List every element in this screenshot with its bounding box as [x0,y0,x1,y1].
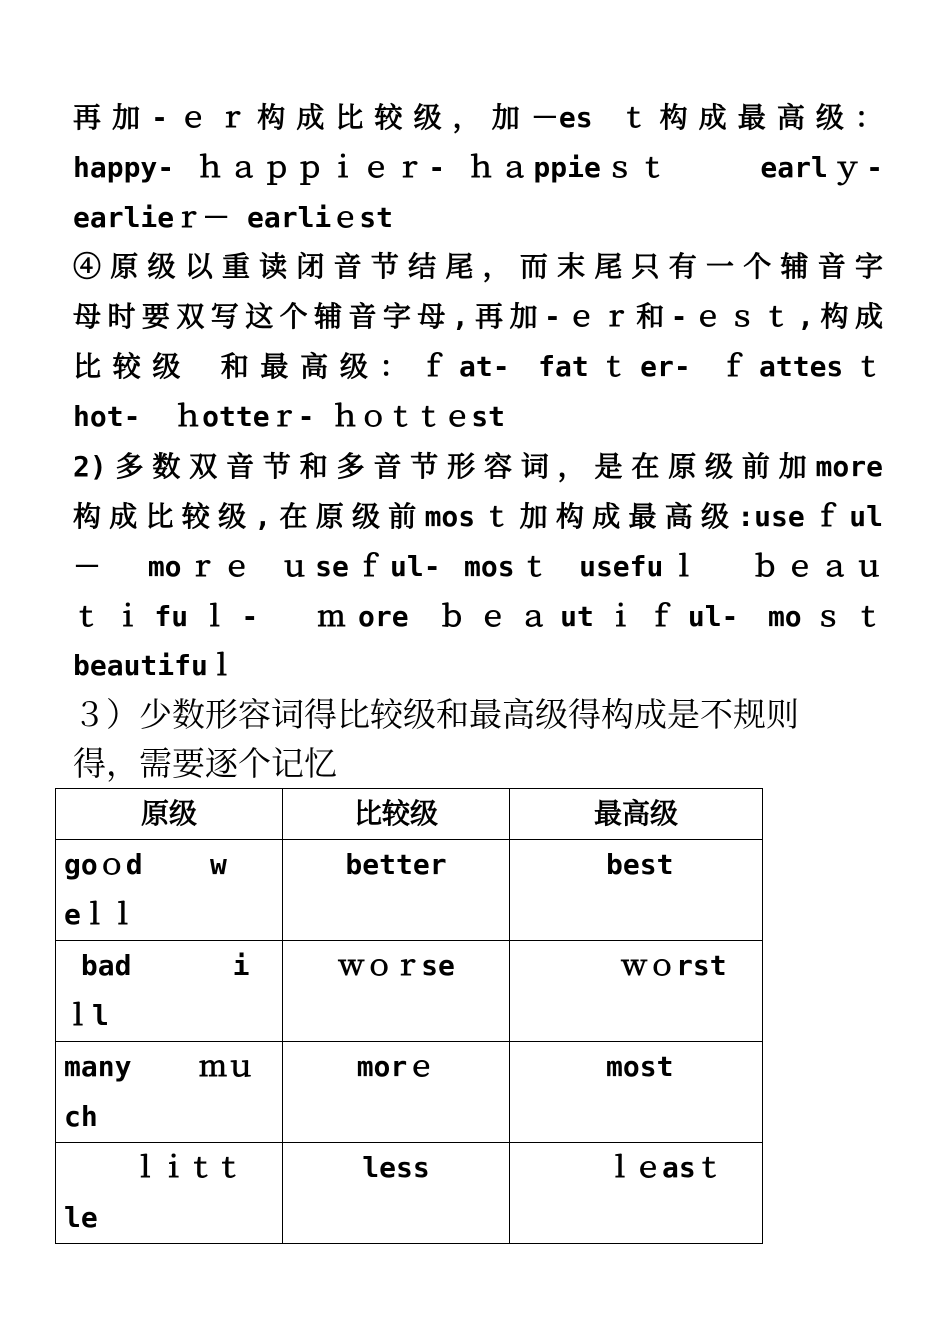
text-line: ④原级以重读闭音节结尾，而末尾只有一个辅音字 [73,250,883,283]
superlative-cell [510,1042,763,1143]
base-line: eｌｌ [64,898,137,931]
superlative-value: ｗｏrst [620,949,727,982]
table-row [56,941,763,1042]
text-line: 2)多数双音节和多音节形容词，是在原级前加more [73,450,883,483]
text-line: happy- ｈａｐｐｉｅｒ- ｈａppieｓｔ earlｙ- [73,151,883,184]
superlative-value: ｌｅasｔ [606,1151,724,1184]
base-line: ｌl [64,999,109,1032]
text-line: hot- ｈotteｒ- ｈｏｔｔｅst [73,400,506,433]
comparative-value: better [345,848,447,881]
comparative-value: morｅ [356,1050,436,1083]
superlative-value: most [606,1050,674,1083]
text-line: 比较级 和最高级：ｆat- fatｔer- ｆattesｔ [73,350,883,383]
comparison-table [55,788,763,1244]
base-cell [56,1042,283,1143]
comparative-cell [283,840,510,941]
text-line: － moｒｅ ｕseｆul- mosｔ usefuｌ ｂｅａｕ [73,550,883,583]
base-cell [56,840,283,941]
text-line: ｔｉfuｌ- ｍore ｂｅａutｉｆul- moｓｔ [73,600,883,633]
header-comparative: 比较级 [283,789,510,840]
base-line: bad i [64,949,250,982]
comparative-cell [283,1042,510,1143]
base-cell [56,941,283,1042]
section3-line: ３）少数形容词得比较级和最高级得构成是不规则 [73,695,799,734]
base-line: ch [64,1100,98,1133]
table-header-row [56,789,763,840]
text-line: 母时要双写这个辅音字母,再加-ｅｒ和-ｅｓｔ,构成 [73,300,883,333]
base-line: goｏd w [64,848,227,881]
base-line: many ｍｕ [64,1050,255,1083]
header-superlative: 最高级 [510,789,763,840]
base-line: ｌｉｔｔ [64,1151,244,1184]
text-line: 再加-ｅｒ构成比较级，加－es ｔ构成最高级： [73,101,883,134]
superlative-cell [510,1143,763,1244]
superlative-value: best [606,848,674,881]
superlative-cell [510,840,763,941]
comparative-cell [283,1143,510,1244]
comparative-cell [283,941,510,1042]
table-row [56,1143,763,1244]
section3-line: 得，需要逐个记忆 [73,744,337,783]
superlative-cell [510,941,763,1042]
table-row [56,840,763,941]
comparative-value: ｗｏｒse [337,949,455,982]
base-cell [56,1143,283,1244]
text-line: earlieｒ－ earliｅst [73,201,394,234]
header-base: 原级 [56,789,283,840]
table-row [56,1042,763,1143]
base-line: le [64,1201,98,1234]
comparative-value: less [362,1151,430,1184]
text-line: beautifuｌ [73,649,236,682]
text-line: 构成比较级,在原级前mosｔ加构成最高级:useｆul [73,500,883,533]
